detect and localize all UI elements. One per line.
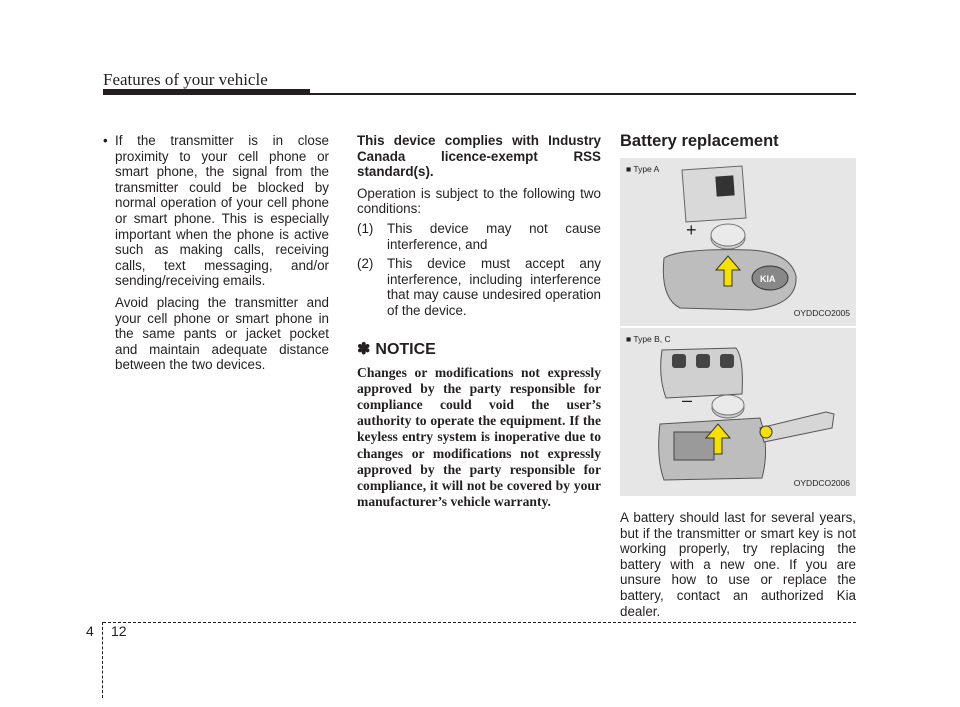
column-3 <box>620 133 856 619</box>
header-rule-thin <box>310 93 856 95</box>
notice-body: Changes or modifications not expressly approved by the party responsible for compliance could void the user’s authority to operate the equipment. If the keyless entry system is inoperative due to changes or modifications not expressly approved by the party responsible for compliance, it will not be covered by your manufacturer’s vehicle warranty. <box>357 364 601 510</box>
header-title: Features of your vehicle <box>103 70 268 89</box>
notice-title: NOTICE <box>375 340 436 358</box>
figure-label: ■ Type A <box>626 164 660 174</box>
condition-text: This device must accept any interference, including interference that may cause undesired operation of the device. <box>387 256 601 318</box>
compliance-statement: This device complies with Industry Canada licence-exempt RSS standard(s). <box>357 133 601 180</box>
battery-replacement-text: A battery should last for several years, but if the transmitter or smart key is not working properly, try replacing the battery with a new one. If you are unsure how to use or replace the battery, contact an authorized Kia dealer. <box>620 510 856 619</box>
figure-code: OYDDCO2005 <box>793 308 850 319</box>
footer-rule <box>103 622 856 623</box>
figure-code: OYDDCO2006 <box>793 478 850 489</box>
condition-item <box>357 256 601 318</box>
transmitter-warning-bullet: • If the transmitter is in close proximity to your cell phone or smart phone, the signal from the transmitter could be blocked by normal operation of your cell phone or smart phone. This is especially important when the phone is active such as making calls, receiving calls, text messaging, and/or sending/receiving emails. <box>103 133 329 289</box>
footer-divider <box>102 622 103 698</box>
svg-text:KIA: KIA <box>760 274 776 284</box>
condition-number: (2) <box>357 256 374 272</box>
chapter-number: 4 <box>86 623 94 639</box>
key-battery-illustration-a <box>620 158 856 326</box>
key-battery-illustration-bc <box>620 328 856 496</box>
condition-text: This device may not cause interference, and <box>387 220 601 252</box>
page-number: 12 <box>111 623 127 639</box>
svg-text:–: – <box>682 390 693 410</box>
operation-statement: Operation is subject to the following two conditions: <box>357 185 601 217</box>
condition-number: (1) <box>357 220 374 236</box>
notice-heading <box>357 341 601 359</box>
figure-type-a <box>620 158 856 326</box>
condition-item <box>357 221 601 252</box>
battery-replacement-title: Battery replacement <box>620 132 779 150</box>
figure-label: ■ Type B, C <box>626 334 671 344</box>
avoid-placing-paragraph: Avoid placing the transmitter and your cell phone or smart phone in the same pants or jacket pocket and maintain adequate distance between the two devices. <box>115 294 329 373</box>
notice-icon: ✽ <box>357 340 371 358</box>
header-rule <box>103 89 310 95</box>
column-2 <box>357 133 601 510</box>
column-1 <box>103 133 329 373</box>
svg-text:+: + <box>686 220 697 240</box>
figure-type-bc <box>620 328 856 496</box>
